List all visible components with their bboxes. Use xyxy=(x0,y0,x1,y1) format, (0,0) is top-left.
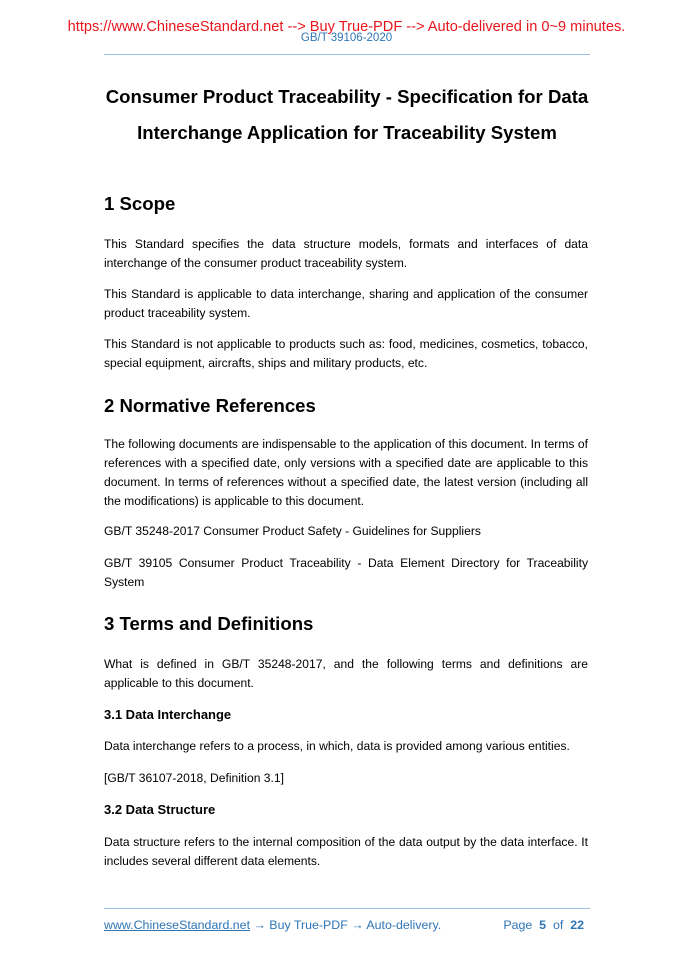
normative-reference-2: GB/T 39105 Consumer Product Traceability - Data Element Directory for Traceability System xyxy=(104,556,588,589)
definition-3-2-text: Data structure refers to the internal composition of the data output by the data interface. It includes several different data elements. xyxy=(104,835,588,868)
subsection-heading-3-1: 3.1 Data Interchange xyxy=(104,707,232,722)
promo-banner[interactable]: https://www.ChineseStandard.net --> Buy True-PDF --> Auto-delivered in 0~9 minutes. xyxy=(67,19,626,35)
definition-3-1-text: Data interchange refers to a process, in which, data is provided among various entities. xyxy=(104,739,570,753)
document-title-line-2: Interchange Application for Traceability System xyxy=(137,122,557,143)
standard-code: GB/T 39106-2020 xyxy=(300,32,393,44)
footer-purchase-link[interactable] xyxy=(104,918,441,932)
total-page-number: 22 xyxy=(570,918,584,932)
definition-3-1-source: [GB/T 36107-2018, Definition 3.1] xyxy=(104,771,284,785)
section-heading-normative-references: 2 Normative References xyxy=(104,395,316,416)
document-title-line-1: Consumer Product Traceability - Specification for Data xyxy=(105,86,589,107)
normative-paragraph: The following documents are indispensable to the application of this document. In terms of references with a specified date, only versions with a specified date are applicable to this document. In terms of references without a specified date, the latest version (including all the modifications) is applicable to this document. xyxy=(104,437,588,508)
scope-paragraph-2: This Standard is applicable to data interchange, sharing and application of the consumer product traceability system. xyxy=(104,287,588,320)
header-divider xyxy=(104,54,590,55)
page-indicator xyxy=(503,918,584,932)
terms-intro-paragraph: What is defined in GB/T 35248-2017, and the following terms and definitions are applicable to this document. xyxy=(104,657,588,690)
subsection-heading-3-2: 3.2 Data Structure xyxy=(104,802,216,817)
section-heading-scope: 1 Scope xyxy=(104,193,176,214)
scope-paragraph-3: This Standard is not applicable to products such as: food, medicines, cosmetics, tobacco, special equipment, aircrafts, ships and military products, etc. xyxy=(104,337,588,370)
page-label: Page xyxy=(503,918,533,932)
current-page-number: 5 xyxy=(539,918,547,932)
footer-tagline: → Buy True-PDF → Auto-delivery. xyxy=(250,918,442,932)
footer-divider xyxy=(104,908,590,909)
normative-reference-1: GB/T 35248-2017 Consumer Product Safety - Guidelines for Suppliers xyxy=(104,524,481,538)
of-label: of xyxy=(552,918,564,932)
scope-paragraph-1: This Standard specifies the data structure models, formats and interfaces of data interchange of the consumer product traceability system. xyxy=(104,237,588,270)
footer-site-link[interactable]: www.ChineseStandard.net xyxy=(104,918,251,932)
section-heading-terms-and-definitions: 3 Terms and Definitions xyxy=(104,613,314,634)
